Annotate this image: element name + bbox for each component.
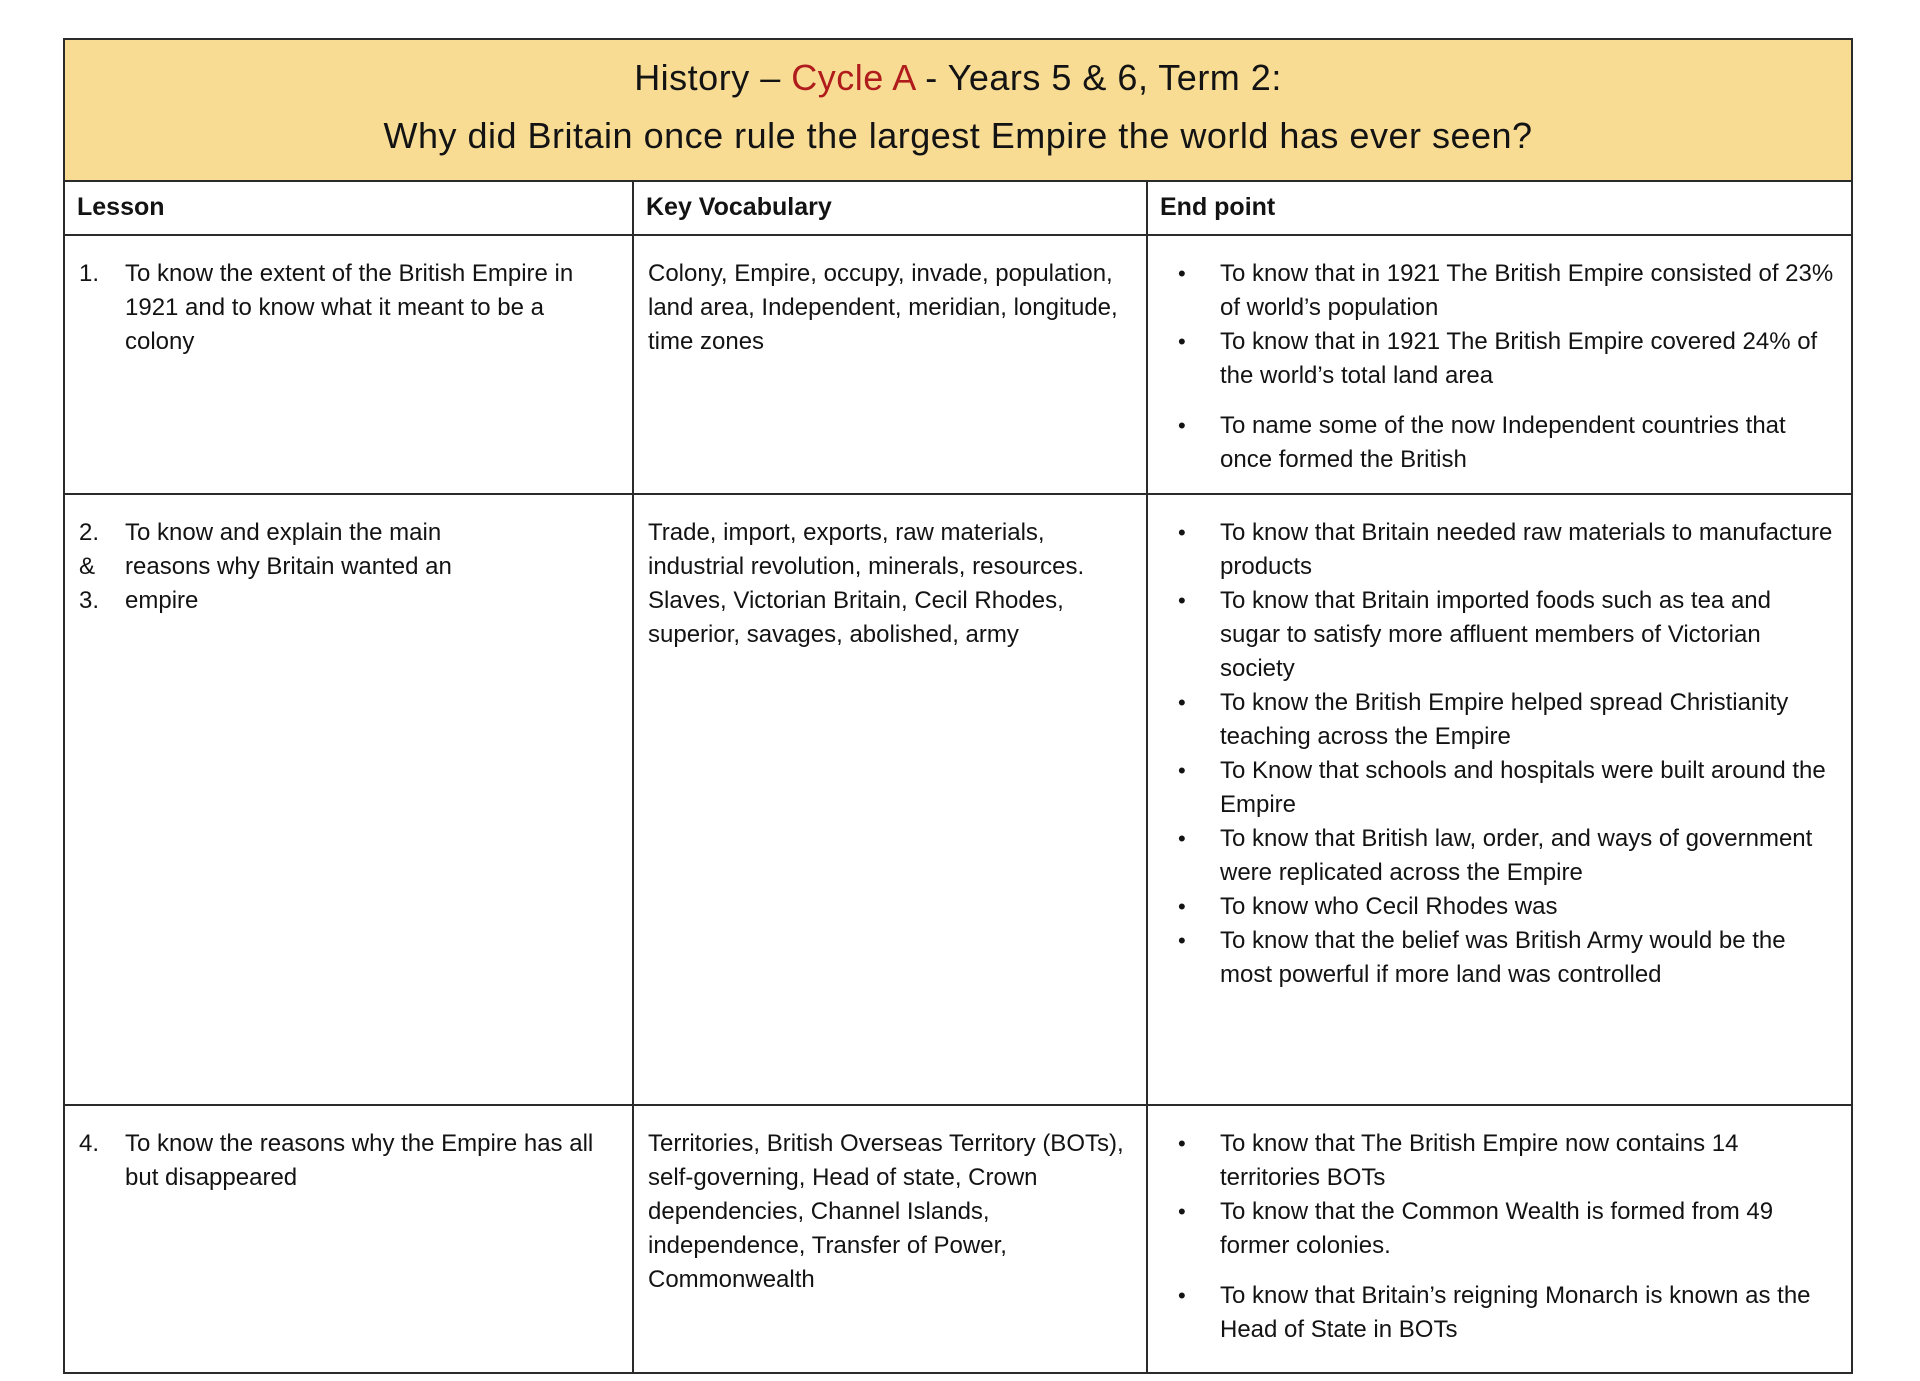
endpoint-item (1178, 409, 1837, 477)
bullet-icon: • (1178, 413, 1186, 438)
endpoint-item (1178, 325, 1837, 393)
lesson-line (79, 550, 618, 584)
bullet-icon: • (1178, 1283, 1186, 1308)
title-prefix: History – (634, 57, 792, 98)
bullet-icon: • (1178, 758, 1186, 783)
endpoint-list (1178, 257, 1837, 477)
endpoint-item (1178, 516, 1837, 584)
endpoint-text: To Know that schools and hospitals were built around the Empire (1220, 757, 1826, 818)
lesson-cell-content (79, 257, 618, 359)
table-row (64, 1105, 1852, 1373)
bullet-icon: • (1178, 1131, 1186, 1156)
endpoint-text: To know that The British Empire now contains 14 territories BOTs (1220, 1130, 1739, 1191)
endpoint-item (1178, 257, 1837, 325)
endpoint-list (1178, 1127, 1837, 1347)
lesson-cell (64, 235, 633, 494)
end-point-cell (1147, 494, 1852, 1105)
lesson-text: To know and explain the main (125, 519, 442, 546)
lesson-cell-content (79, 516, 618, 618)
endpoint-text: To know that in 1921 The British Empire covered 24% of the world’s total land area (1220, 328, 1818, 389)
page-title-line-1 (75, 54, 1841, 102)
bullet-icon: • (1178, 329, 1186, 354)
endpoint-text: To know that Britain needed raw materials to manufacture products (1220, 519, 1833, 580)
endpoint-text: To know that Britain imported foods such as tea and sugar to satisfy more affluent members of Victorian society (1220, 587, 1771, 682)
vocabulary-text: Territories, British Overseas Territory (BOTs), self-governing, Head of state, Crown dependencies, Channel Islands, independence, Transfer of Power, Commonwealth (648, 1130, 1124, 1293)
end-point-cell (1147, 235, 1852, 494)
endpoint-item (1178, 584, 1837, 686)
bullet-icon: • (1178, 690, 1186, 715)
lesson-line (79, 516, 618, 550)
table-row (64, 235, 1852, 494)
endpoint-text: To know that the Common Wealth is formed from 49 former colonies. (1220, 1198, 1774, 1259)
lesson-number: 1. (79, 260, 100, 287)
lesson-number: 3. (79, 587, 100, 614)
table-header-row (64, 181, 1852, 235)
column-header-key-vocabulary: Key Vocabulary (633, 181, 1147, 235)
lesson-line (79, 1127, 618, 1195)
bullet-icon: • (1178, 588, 1186, 613)
endpoint-text: To name some of the now Independent countries that once formed the British (1220, 412, 1786, 473)
lesson-line (79, 584, 618, 618)
endpoint-item (1178, 924, 1837, 992)
vocabulary-cell (633, 494, 1147, 1105)
lesson-text: To know the reasons why the Empire has all but disappeared (125, 1130, 594, 1191)
vocabulary-cell (633, 235, 1147, 494)
lesson-line (79, 257, 618, 359)
bullet-icon: • (1178, 520, 1186, 545)
vocabulary-text: Trade, import, exports, raw materials, industrial revolution, minerals, resources. Slaves, Victorian Britain, Cecil Rhodes, superior, savages, abolished, army (648, 519, 1085, 648)
endpoint-text: To know that in 1921 The British Empire consisted of 23% of world’s population (1220, 260, 1834, 321)
endpoint-text: To know the British Empire helped spread Christianity teaching across the Empire (1220, 689, 1789, 750)
document-page (63, 38, 1853, 1374)
endpoint-list (1178, 516, 1837, 992)
bullet-icon: • (1178, 826, 1186, 851)
lesson-number: 4. (79, 1130, 100, 1157)
lesson-text: empire (125, 587, 199, 614)
vocabulary-text: Colony, Empire, occupy, invade, population, land area, Independent, meridian, longitude, time zones (648, 260, 1118, 355)
endpoint-item (1178, 890, 1837, 924)
page-title-line-2: Why did Britain once rule the largest Empire the world has ever seen? (383, 115, 1533, 156)
column-header-lesson: Lesson (64, 181, 633, 235)
table-body (64, 235, 1852, 1373)
title-banner (64, 39, 1852, 181)
bullet-icon: • (1178, 261, 1186, 286)
endpoint-text: To know that Britain’s reigning Monarch is known as the Head of State in BOTs (1220, 1282, 1811, 1343)
endpoint-text: To know that British law, order, and ways of government were replicated across the Empire (1220, 825, 1813, 886)
title-cycle-label: Cycle A (791, 57, 915, 98)
column-header-end-point: End point (1147, 181, 1852, 235)
endpoint-item (1178, 686, 1837, 754)
lesson-text: To know the extent of the British Empire in 1921 and to know what it meant to be a colony (125, 260, 574, 355)
endpoint-text: To know that the belief was British Army would be the most powerful if more land was controlled (1220, 927, 1786, 988)
lesson-cell (64, 1105, 633, 1373)
title-banner-cell (64, 39, 1852, 181)
lesson-text: reasons why Britain wanted an (125, 553, 452, 580)
end-point-cell (1147, 1105, 1852, 1373)
bullet-icon: • (1178, 928, 1186, 953)
endpoint-item (1178, 1195, 1837, 1263)
table-row (64, 494, 1852, 1105)
lesson-cell (64, 494, 633, 1105)
lesson-number: 2. (79, 519, 100, 546)
lesson-cell-content (79, 1127, 618, 1195)
bullet-icon: • (1178, 1199, 1186, 1224)
lesson-number: & (79, 553, 96, 580)
endpoint-item (1178, 754, 1837, 822)
endpoint-item (1178, 1279, 1837, 1347)
title-suffix: - Years 5 & 6, Term 2: (914, 57, 1282, 98)
endpoint-item (1178, 822, 1837, 890)
vocabulary-cell (633, 1105, 1147, 1373)
bullet-icon: • (1178, 894, 1186, 919)
curriculum-table (63, 38, 1853, 1374)
endpoint-item (1178, 1127, 1837, 1195)
endpoint-text: To know who Cecil Rhodes was (1220, 893, 1558, 920)
